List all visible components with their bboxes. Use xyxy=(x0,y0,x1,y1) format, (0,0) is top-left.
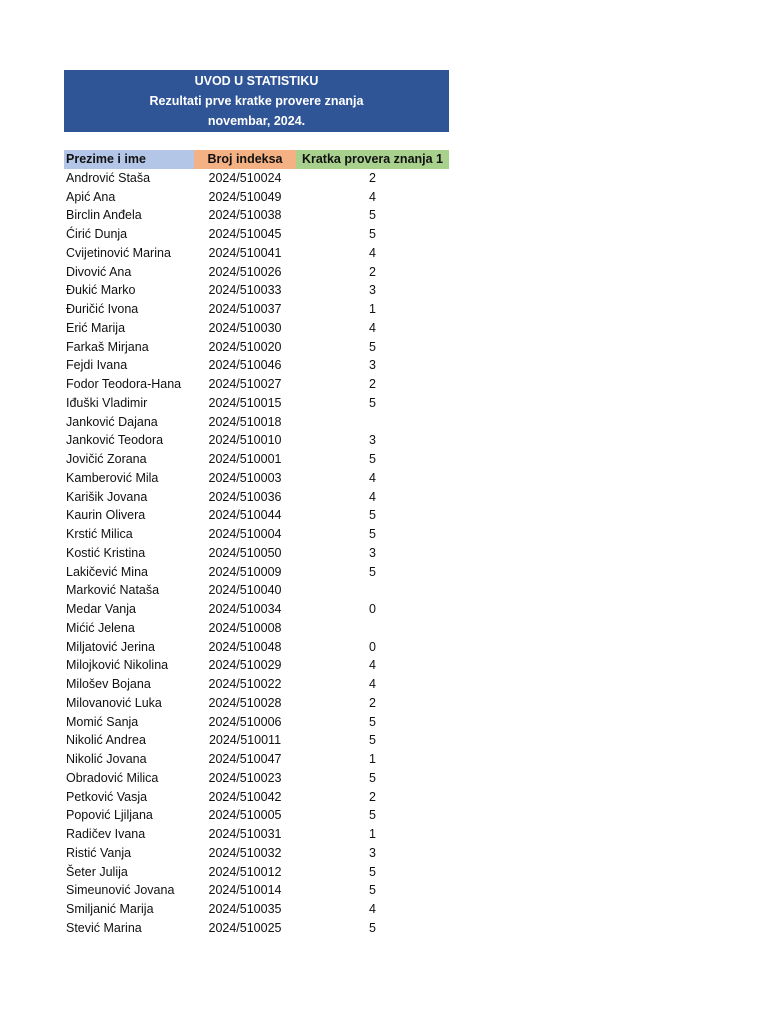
cell-name[interactable]: Apić Ana xyxy=(66,189,116,204)
cell-name[interactable]: Jovičić Zorana xyxy=(66,452,147,466)
cell-name[interactable]: Nikolić Andrea xyxy=(66,733,146,748)
cell-score[interactable]: 0 xyxy=(369,639,376,654)
cell-score[interactable]: 5 xyxy=(369,564,376,579)
cell-name[interactable]: Medar Vanja xyxy=(66,602,136,616)
cell-score[interactable]: 4 xyxy=(369,320,376,335)
cell-score[interactable]: 4 xyxy=(369,677,376,691)
cell-score[interactable]: 5 xyxy=(369,508,376,523)
cell-score[interactable]: 4 xyxy=(369,245,376,260)
cell-name[interactable]: Cvijetinović Marina xyxy=(66,245,171,260)
table-row xyxy=(64,338,449,357)
date-subtitle: novembar, 2024. xyxy=(207,114,306,128)
cell-name[interactable]: Milošev Bojana xyxy=(66,677,151,691)
cell-score[interactable]: 2 xyxy=(369,695,376,710)
cell-name[interactable]: Radičev Ivana xyxy=(66,827,146,841)
cell-name[interactable]: Ristić Vanja xyxy=(66,845,132,860)
cell-score[interactable]: 5 xyxy=(369,527,376,541)
cell-name[interactable]: Krstić Milica xyxy=(66,527,133,541)
cell-score[interactable]: 1 xyxy=(369,752,376,766)
table-row xyxy=(64,506,449,525)
table-row xyxy=(64,844,449,863)
cell-score[interactable]: 1 xyxy=(369,302,376,316)
cell-score[interactable]: 5 xyxy=(369,452,376,466)
cell-name[interactable]: Đuričić Ivona xyxy=(66,302,139,316)
results-subtitle: Rezultati prve kratke provere znanja xyxy=(149,94,364,108)
cell-index[interactable]: 2024/510032 xyxy=(208,845,282,860)
cell-score[interactable]: 4 xyxy=(369,658,376,673)
cell-name[interactable]: Popović Ljiljana xyxy=(66,808,153,823)
cell-index[interactable]: 2024/510018 xyxy=(208,414,282,429)
cell-name[interactable]: Simeunović Jovana xyxy=(66,883,175,898)
table-row xyxy=(64,281,449,300)
cell-index[interactable]: 2024/510006 xyxy=(208,714,282,729)
cell-index[interactable]: 2024/510038 xyxy=(208,208,282,223)
cell-name[interactable]: Lakičević Mina xyxy=(66,564,148,579)
cell-score[interactable]: 5 xyxy=(369,770,376,785)
table-row xyxy=(64,450,449,469)
table-row xyxy=(64,300,449,319)
cell-index[interactable]: 2024/510036 xyxy=(208,489,282,504)
cell-index[interactable]: 2024/510030 xyxy=(208,320,282,335)
cell-score[interactable]: 3 xyxy=(369,545,376,560)
header-index[interactable]: Broj indeksa xyxy=(194,150,296,169)
table-row xyxy=(64,750,449,769)
table-row xyxy=(64,713,449,732)
table-row xyxy=(64,263,449,282)
cell-score[interactable]: 2 xyxy=(369,170,376,185)
cell-index[interactable]: 2024/510041 xyxy=(208,245,282,260)
table-row xyxy=(64,169,449,188)
table-row xyxy=(64,788,449,807)
cell-index[interactable]: 2024/510049 xyxy=(208,189,282,204)
cell-score[interactable] xyxy=(296,581,449,600)
table-row xyxy=(64,638,449,657)
cell-score[interactable]: 4 xyxy=(369,902,376,916)
cell-score[interactable]: 5 xyxy=(369,714,376,729)
table-row xyxy=(64,394,449,413)
cell-score[interactable]: 5 xyxy=(369,339,376,354)
cell-name[interactable]: Đukić Marko xyxy=(66,283,136,298)
cell-score[interactable]: 3 xyxy=(369,845,376,860)
cell-index[interactable]: 2024/510040 xyxy=(208,583,282,598)
cell-name[interactable]: Ćirić Dunja xyxy=(66,227,128,241)
cell-index[interactable]: 2024/510037 xyxy=(208,302,282,316)
table-row xyxy=(64,375,449,394)
table-header-row xyxy=(64,150,449,169)
cell-score[interactable]: 5 xyxy=(369,883,376,898)
cell-score[interactable]: 3 xyxy=(369,283,376,298)
cell-index[interactable]: 2024/510044 xyxy=(208,508,282,523)
cell-index[interactable]: 2024/510042 xyxy=(208,789,282,804)
table-row xyxy=(64,694,449,713)
cell-score[interactable] xyxy=(296,413,449,432)
table-row xyxy=(64,431,449,450)
cell-score[interactable]: 5 xyxy=(369,733,376,748)
table-body xyxy=(64,169,449,938)
table-row xyxy=(64,769,449,788)
table-row xyxy=(64,919,449,938)
cell-index[interactable]: 2024/510004 xyxy=(208,527,282,541)
cell-score[interactable]: 1 xyxy=(369,827,376,841)
table-row xyxy=(64,413,449,432)
header-name[interactable]: Prezime i ime xyxy=(64,150,194,169)
cell-score[interactable]: 0 xyxy=(369,602,376,616)
table-row xyxy=(64,206,449,225)
table-row xyxy=(64,600,449,619)
table-row xyxy=(64,356,449,375)
cell-score[interactable] xyxy=(296,619,449,638)
cell-score[interactable]: 5 xyxy=(369,864,376,879)
table-row xyxy=(64,225,449,244)
table-row xyxy=(64,244,449,263)
cell-score[interactable]: 2 xyxy=(369,264,376,279)
cell-name[interactable]: Marković Nataša xyxy=(66,583,160,598)
cell-index[interactable]: 2024/510009 xyxy=(208,564,282,579)
cell-score[interactable]: 5 xyxy=(369,808,376,823)
cell-name[interactable]: Divović Ana xyxy=(66,264,132,279)
cell-name[interactable]: Fejdi Ivana xyxy=(66,358,128,373)
cell-index[interactable]: 2024/510020 xyxy=(208,339,282,354)
cell-index[interactable]: 2024/510012 xyxy=(208,864,282,879)
cell-name[interactable]: Farkaš Mirjana xyxy=(66,339,149,354)
cell-index[interactable]: 2024/510026 xyxy=(208,264,282,279)
cell-name[interactable]: Kamberović Mila xyxy=(66,470,159,485)
table-row xyxy=(64,488,449,507)
cell-index[interactable]: 2024/510050 xyxy=(208,545,282,560)
cell-score[interactable]: 5 xyxy=(369,395,376,410)
cell-score[interactable]: 4 xyxy=(369,189,376,204)
cell-index[interactable]: 2024/510047 xyxy=(208,752,282,766)
cell-index[interactable]: 2024/510008 xyxy=(208,620,282,635)
table-row xyxy=(64,319,449,338)
cell-name[interactable]: Milojković Nikolina xyxy=(66,658,169,673)
cell-name[interactable]: Stević Marina xyxy=(66,920,142,935)
cell-index[interactable]: 2024/510034 xyxy=(208,602,282,616)
cell-index[interactable]: 2024/510010 xyxy=(208,433,282,448)
cell-name[interactable]: Šeter Julija xyxy=(66,864,128,879)
cell-name[interactable]: Iđuški Vladimir xyxy=(66,395,148,410)
table-row xyxy=(64,806,449,825)
table-row xyxy=(64,900,449,919)
table-row xyxy=(64,656,449,675)
cell-index[interactable]: 2024/510028 xyxy=(208,695,282,710)
cell-name[interactable]: Janković Dajana xyxy=(66,414,158,429)
table-row xyxy=(64,188,449,207)
cell-name[interactable]: Fodor Teodora-Hana xyxy=(66,377,182,391)
cell-score[interactable]: 4 xyxy=(369,489,376,504)
table-row xyxy=(64,863,449,882)
table-row xyxy=(64,525,449,544)
cell-name[interactable]: Petković Vasja xyxy=(66,789,148,804)
cell-index[interactable]: 2024/510022 xyxy=(208,677,282,691)
cell-name[interactable]: Erić Marija xyxy=(66,320,126,335)
table-row xyxy=(64,544,449,563)
cell-index[interactable]: 2024/510005 xyxy=(208,808,282,823)
cell-score[interactable]: 5 xyxy=(369,208,376,223)
cell-index[interactable]: 2024/510015 xyxy=(208,395,282,410)
cell-name[interactable]: Mićić Jelena xyxy=(66,620,135,635)
cell-name[interactable]: Smiljanić Marija xyxy=(66,902,154,916)
cell-index[interactable]: 2024/510045 xyxy=(208,227,282,241)
cell-name[interactable]: Obradović Milica xyxy=(66,770,159,785)
cell-index[interactable]: 2024/510046 xyxy=(208,358,282,373)
cell-name[interactable]: Kostić Kristina xyxy=(66,545,146,560)
table-row xyxy=(64,731,449,750)
cell-name[interactable]: Nikolić Jovana xyxy=(66,752,147,766)
cell-index[interactable]: 2024/510003 xyxy=(208,470,282,485)
cell-index[interactable]: 2024/510027 xyxy=(208,377,282,391)
title-banner xyxy=(64,70,449,132)
cell-name[interactable]: Kaurin Olivera xyxy=(66,508,146,523)
cell-name[interactable]: Birclin Anđela xyxy=(66,208,142,223)
cell-name[interactable]: Karišik Jovana xyxy=(66,489,148,504)
table-row xyxy=(64,581,449,600)
cell-index[interactable]: 2024/510024 xyxy=(208,170,282,185)
cell-index[interactable]: 2024/510048 xyxy=(208,639,282,654)
cell-index[interactable]: 2024/510014 xyxy=(208,883,282,898)
cell-score[interactable]: 2 xyxy=(369,377,376,391)
cell-index[interactable]: 2024/510031 xyxy=(208,827,282,841)
table-row xyxy=(64,469,449,488)
cell-index[interactable]: 2024/510029 xyxy=(208,658,282,673)
cell-name[interactable]: Momić Sanja xyxy=(66,714,139,729)
table-row xyxy=(64,825,449,844)
cell-name[interactable]: Andrović Staša xyxy=(66,170,151,185)
cell-score[interactable]: 4 xyxy=(369,470,376,485)
course-title: UVOD U STATISTIKU xyxy=(194,74,319,88)
table-row xyxy=(64,619,449,638)
table-row xyxy=(64,881,449,900)
cell-score[interactable]: 3 xyxy=(369,433,376,448)
header-score[interactable]: Kratka provera znanja 1 xyxy=(296,150,449,169)
cell-name[interactable]: Milovanović Luka xyxy=(66,695,162,710)
table-row xyxy=(64,675,449,694)
cell-score[interactable]: 5 xyxy=(369,920,376,935)
cell-name[interactable]: Janković Teodora xyxy=(66,433,164,448)
table-row xyxy=(64,563,449,582)
cell-index[interactable]: 2024/510011 xyxy=(208,733,282,748)
cell-score[interactable]: 2 xyxy=(369,789,376,804)
cell-index[interactable]: 2024/510001 xyxy=(208,452,282,466)
cell-name[interactable]: Miljatović Jerina xyxy=(66,639,155,654)
cell-index[interactable]: 2024/510033 xyxy=(208,283,282,298)
cell-score[interactable]: 3 xyxy=(369,358,376,373)
cell-index[interactable]: 2024/510035 xyxy=(208,902,282,916)
cell-index[interactable]: 2024/510025 xyxy=(208,920,282,935)
cell-index[interactable]: 2024/510023 xyxy=(208,770,282,785)
cell-score[interactable]: 5 xyxy=(369,227,376,241)
results-table xyxy=(64,150,449,938)
